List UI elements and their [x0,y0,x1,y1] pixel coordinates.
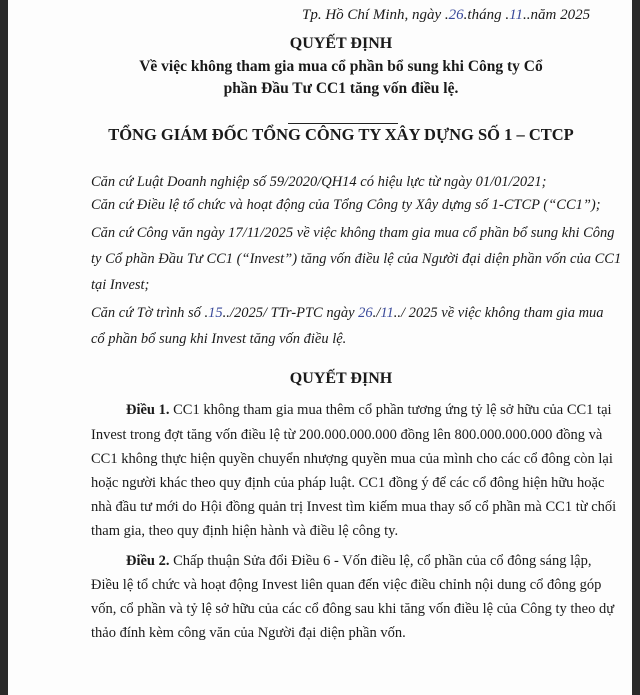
preamble-line: Căn cứ Điều lệ tổ chức và hoạt động của Tổng Công ty Xây dựng số 1-CTCP (“CC1”); [91,197,601,213]
authority-heading: TỔNG GIÁM ĐỐC TỔNG CÔNG TY XÂY DỰNG SỐ 1 – CTCP [108,125,574,144]
handwritten-number: 15 [208,305,223,321]
article-1-label: Điều 1. [126,402,170,418]
subject-line: phần Đầu Tư CC1 tăng vốn điều lệ. [223,80,459,97]
article-1-line: Invest trong đợt tăng vốn điều lệ từ 200.000.000.000 đồng lên 800.000.000.000 đồng và [91,427,603,443]
submission-sep: ./ [372,305,381,321]
subject-line: Về việc không tham gia mua cổ phần bổ sung khi Công ty Cổ [139,58,543,75]
place-date [302,7,590,24]
article-2-label: Điều 2. [126,553,170,569]
preamble-line: ty Cổ phần Đầu Tư CC1 (“Invest”) tăng vốn điều lệ của Người đại diện phần vốn của CC1 [91,251,622,267]
submission-line: cổ phần bổ sung khi Invest tăng vốn điều lệ. [91,331,347,347]
article-1-line: tham gia, theo quy định hiện hành và điều lệ công ty. [91,523,399,539]
article-1-line [126,402,612,419]
handwritten-day: 26 [448,7,464,23]
article-2-line: thảo đính kèm công văn của Người đại diện phần vốn. [91,625,406,641]
article-2-text: Chấp thuận Sửa đổi Điều 6 - Vốn điều lệ, cổ phần của cổ đông sáng lập, [169,553,592,569]
document-title: QUYẾT ĐỊNH [289,35,393,52]
decision-heading: QUYẾT ĐỊNH [289,370,393,387]
submission-mid: ../2025/ TTr-PTC ngày [222,305,359,321]
place-date-prefix: Tp. Hồ Chí Minh, ngày . [302,7,449,23]
article-2-line: vốn, cổ phần và tỷ lệ sở hữu của các cổ đông sau khi tăng vốn điều lệ của Công ty theo dự [91,601,615,617]
preamble-line: Căn cứ Luật Doanh nghiệp số 59/2020/QH14 có hiệu lực từ ngày 01/01/2021; [91,174,547,190]
article-2-line: Điều lệ tổ chức và hoạt động Invest liên quan đến việc điều chỉnh nội dung cổ đông góp [91,577,602,593]
handwritten-day: 26 [358,305,373,321]
article-1-line: CC1 không thực hiện quyền chuyển nhượng quyền mua của mình cho các cổ đông còn lại [91,451,613,467]
divider [288,123,398,124]
document-page [8,0,632,695]
article-1-line: hoặc người khác theo quy định của pháp luật. CC1 đồng ý để các cổ đông hiện hữu hoặc [91,475,605,491]
preamble-line: tại Invest; [91,277,150,293]
article-1-line: nhà đầu tư mới do Hội đồng quản trị Invest tìm kiếm mua thay số cổ phần mà CC1 từ chối [91,499,617,515]
preamble-line: Căn cứ Công văn ngày 17/11/2025 về việc không tham gia mua cổ phần bổ sung khi Công [91,225,615,241]
submission-line [91,305,604,322]
month-label: .tháng . [463,7,510,23]
submission-prefix: Căn cứ Tờ trình số . [91,305,209,321]
submission-suffix: ../ 2025 về việc không tham gia mua [393,305,604,321]
year-label: ..năm 2025 [522,7,591,23]
article-1-text: CC1 không tham gia mua thêm cổ phần tương ứng tỷ lệ sở hữu của CC1 tại [169,402,612,418]
article-2-line [126,553,591,570]
handwritten-month: 11 [380,305,394,321]
handwritten-month: 11 [509,7,523,23]
